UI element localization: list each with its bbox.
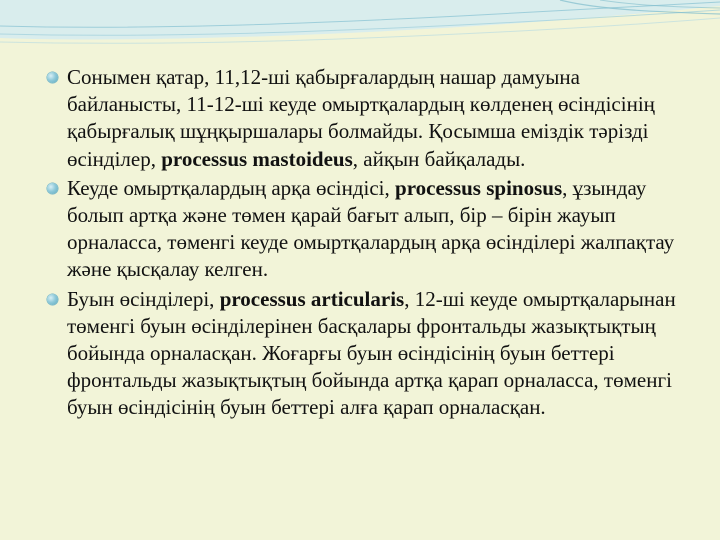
decorative-waves [0, 0, 720, 60]
bullet-text [67, 287, 676, 420]
slide-content [46, 64, 686, 424]
bullet-icon [47, 72, 58, 83]
text-segment: Сонымен қатар, 11,12-ші қабырғалардың нашар дамуына байланысты, 11-12-ші кеуде омыртқалардың көлденең өсіндісінің қабырғалық шұңқыршалары болмайды. Қосымша еміздік тәрізді өсінділер, [67, 65, 655, 171]
latin-term: processus spinosus [395, 175, 563, 200]
bullet-item [46, 64, 686, 173]
bullet-icon [47, 294, 58, 305]
bullet-item [46, 286, 686, 422]
bullet-text [67, 65, 655, 171]
bullet-list [46, 64, 686, 422]
bullet-text [67, 176, 674, 282]
text-segment: , 12-ші кеуде омыртқаларынан төменгі буын өсінділерінен басқалары фронтальды жазықтықтың бойында орналасқан. Жоғарғы буын өсіндісінің буын беттері фронтальды жазықтықтың бойында артқа қарап орналасса, төменгі буын өсіндісінің буын беттері алға қарап орналасқан. [67, 286, 676, 420]
text-segment: , айқын байқалады. [352, 146, 526, 171]
bullet-item [46, 175, 686, 284]
text-segment: Кеуде омыртқалардың арқа өсіндісі, [67, 175, 396, 200]
bullet-icon [47, 183, 58, 194]
text-segment: Буын өсінділері, [67, 286, 220, 311]
latin-term: processus mastoideus [161, 146, 353, 171]
text-segment: , ұзындау болып артқа және төмен қарай бағыт алып, бір – бірін жауып орналасса, төменгі кеуде омыртқалардың арқа өсінділері жалпақтау және қысқалау келген. [67, 175, 675, 282]
latin-term: processus articularis [219, 286, 405, 311]
